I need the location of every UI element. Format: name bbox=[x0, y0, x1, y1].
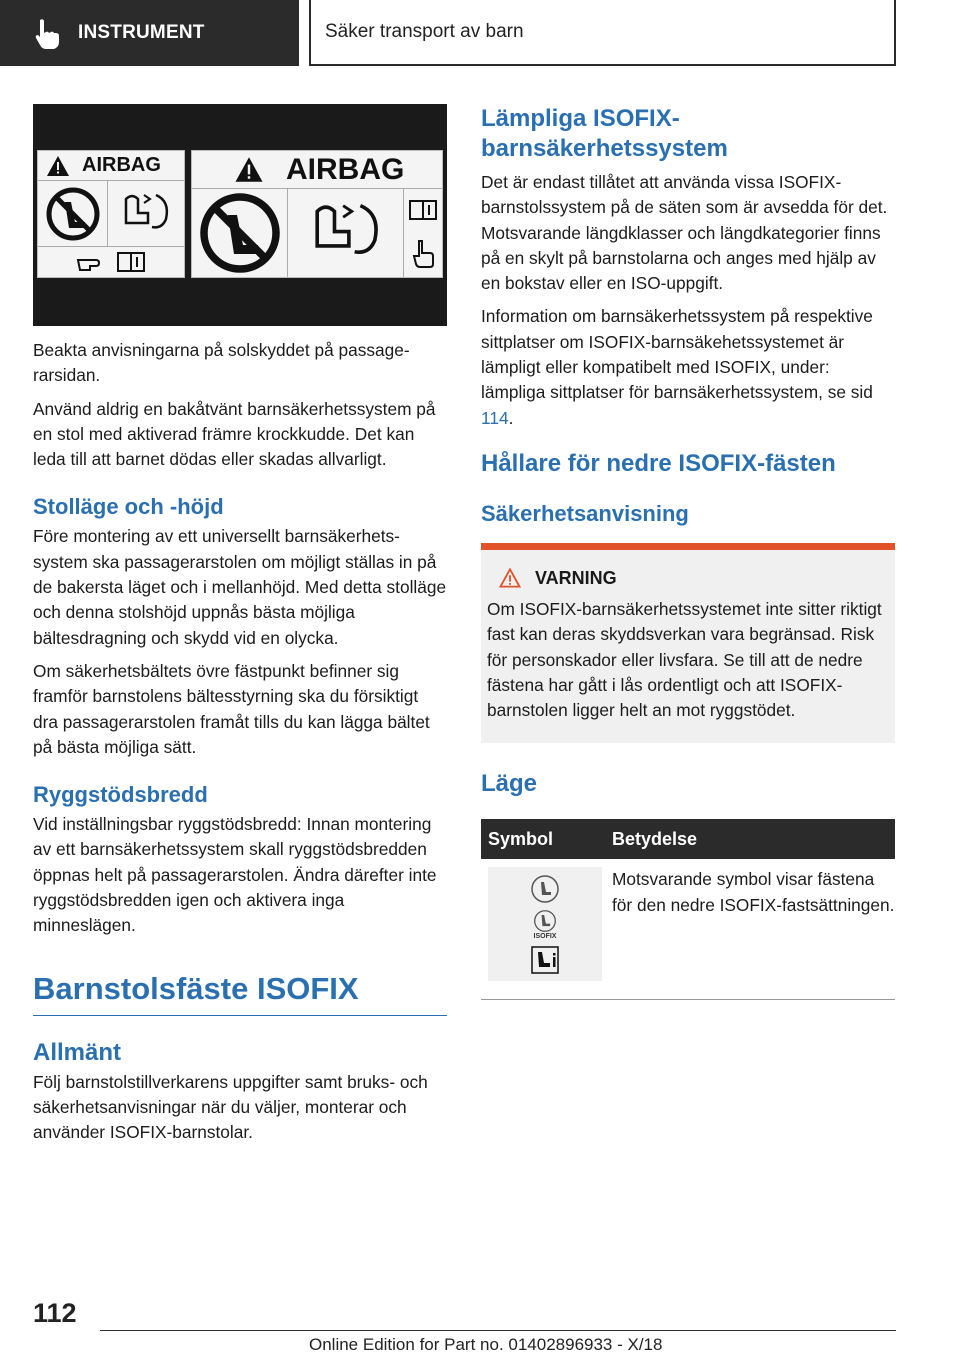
airbag-deploy-icon bbox=[116, 189, 176, 239]
isofix-label: ISOFIX bbox=[533, 932, 557, 940]
symbol-meaning: Motsvarande symbol visar fästena för den nedre ISOFIX-fastsättningen. bbox=[612, 869, 895, 915]
warning-box bbox=[481, 543, 895, 743]
paragraph: Följ barnstolstillverkarens uppgifter samt bruks- och säkerhetsanvisningar när du väljer, monterar och använder ISOFIX-barnstolar. bbox=[33, 1071, 428, 1143]
paragraph: Vid inställningsbar ryggstödsbredd: Innan montering av ett barnsäkerhetssystem skall ryggstödsbredden öppnas helt på passagerarstolen. Ändra därefter inte ryggstödsbredden igen och aktivera inga minneslägen. bbox=[33, 814, 437, 936]
airbag-sign-large bbox=[191, 150, 443, 278]
warning-triangle-icon bbox=[46, 155, 70, 177]
paragraph: Använd aldrig en bakåtvänt barnsäkerhetssystem på en stol med aktiverad främre krockkudde. Det kan leda till att barnet dödas eller skadas allvarligt. bbox=[33, 398, 436, 470]
heading-lampliga-isofix: Lämpliga ISOFIX-barnsäkerhetssystem bbox=[481, 105, 728, 162]
manual-book-icon bbox=[116, 251, 146, 273]
paragraph: Om säkerhetsbältets övre fästpunkt befinner sig framför barnstolens bältesstyrning ska du försiktigt dra passagerarstolen framåt tills du kan lägga bältet på bästa möjliga sätt. bbox=[33, 660, 430, 757]
col-header-meaning: Betydelse bbox=[603, 819, 895, 859]
warning-title: VARNING bbox=[535, 567, 617, 588]
pointing-hand-icon bbox=[30, 16, 64, 50]
page-link-114[interactable]: 114 bbox=[481, 407, 509, 428]
paragraph: Före montering av ett universellt barnsäkerhetssystem ska passagerarstolen om möjligt ställas in på de bakersta läget och i mellanhöjd. Med detta stolläge och denna stolshöjd uppnås bästa möjliga bältesdragning och skydd vid en olycka. bbox=[33, 526, 447, 648]
footer-edition: Online Edition for Part no. 01402896933 - X/18 bbox=[309, 1335, 663, 1354]
heading-ryggstodsbredd: Ryggstödsbredd bbox=[33, 782, 208, 808]
heading-barnstolsfaste: Barnstolsfäste ISOFIX bbox=[33, 971, 447, 1016]
chapter-title: Säker transport av barn bbox=[325, 21, 524, 42]
isofix-seat-icon bbox=[530, 874, 560, 904]
header-section-tab[interactable] bbox=[0, 0, 299, 66]
no-rear-facing-seat-large-icon bbox=[198, 191, 282, 275]
isofix-symbols bbox=[488, 867, 602, 981]
warning-triangle-icon bbox=[499, 568, 521, 588]
airbag-sticker-image bbox=[33, 104, 447, 326]
no-rear-facing-seat-icon bbox=[45, 186, 101, 242]
airbag-sign-small bbox=[37, 150, 185, 278]
paragraph: Information om barnsäkerhetssystem på respektive sittplatser om ISOFIX-barnsäkehetssystemet är lämpligt eller kompatibelt med ISOFIX, under: lämpliga sittplatser för barnsäkerhetssystem, se sid 114. bbox=[481, 306, 873, 428]
isofix-seat-info-icon bbox=[530, 945, 560, 975]
pointing-hand-small-icon bbox=[76, 252, 110, 272]
right-column bbox=[481, 104, 895, 1000]
paragraph: Beakta anvisningarna på solskyddet på passagerarsidan. bbox=[33, 340, 410, 386]
airbag-deploy-large-icon bbox=[296, 197, 396, 269]
warning-text: Om ISOFIX-barnsäkerhetssystemet inte sitter riktigt fast kan deras skyddsverkan vara begränsad. Risk för personskador eller livsfara. Se till att de nedre fästena har gått i lås ordentligt och att ISOFIX-barnstolen ligger helt an mot ryggstödet. bbox=[487, 598, 882, 721]
section-label: INSTRUMENT bbox=[78, 22, 205, 43]
header-title-box bbox=[311, 0, 896, 66]
left-column bbox=[33, 104, 447, 1154]
heading-sakerhetsanvisning: Säkerhetsanvisning bbox=[481, 500, 689, 526]
paragraph: Det är endast tillåtet att använda vissa ISOFIX-barnstolssystem på de säten som är avsedda för det. Motsvarande längdklasser och längdkategorier finns på en skylt på barnstolarna och anges med hjälp av en bokstav eller en ISO-uppgift. bbox=[481, 172, 888, 294]
heading-hallare: Hållare för nedre ISOFIX-fästen bbox=[481, 449, 836, 477]
heading-allmant: Allmänt bbox=[33, 1038, 122, 1066]
col-header-symbol: Symbol bbox=[481, 819, 603, 859]
heading-stollage: Stolläge och -höjd bbox=[33, 494, 224, 520]
symbol-table bbox=[481, 819, 895, 1000]
pointing-finger-icon bbox=[411, 239, 435, 269]
footer-divider bbox=[100, 1330, 896, 1331]
isofix-labeled-seat-icon bbox=[532, 909, 558, 933]
table-row bbox=[481, 859, 895, 989]
manual-book-large-icon bbox=[408, 198, 438, 222]
warning-triangle-icon-large bbox=[234, 156, 264, 183]
sign-small-label: AIRBAG bbox=[82, 154, 161, 176]
sign-large-label: AIRBAG bbox=[286, 152, 405, 186]
heading-lage: Läge bbox=[481, 770, 538, 798]
page-number: 112 bbox=[33, 1298, 77, 1328]
